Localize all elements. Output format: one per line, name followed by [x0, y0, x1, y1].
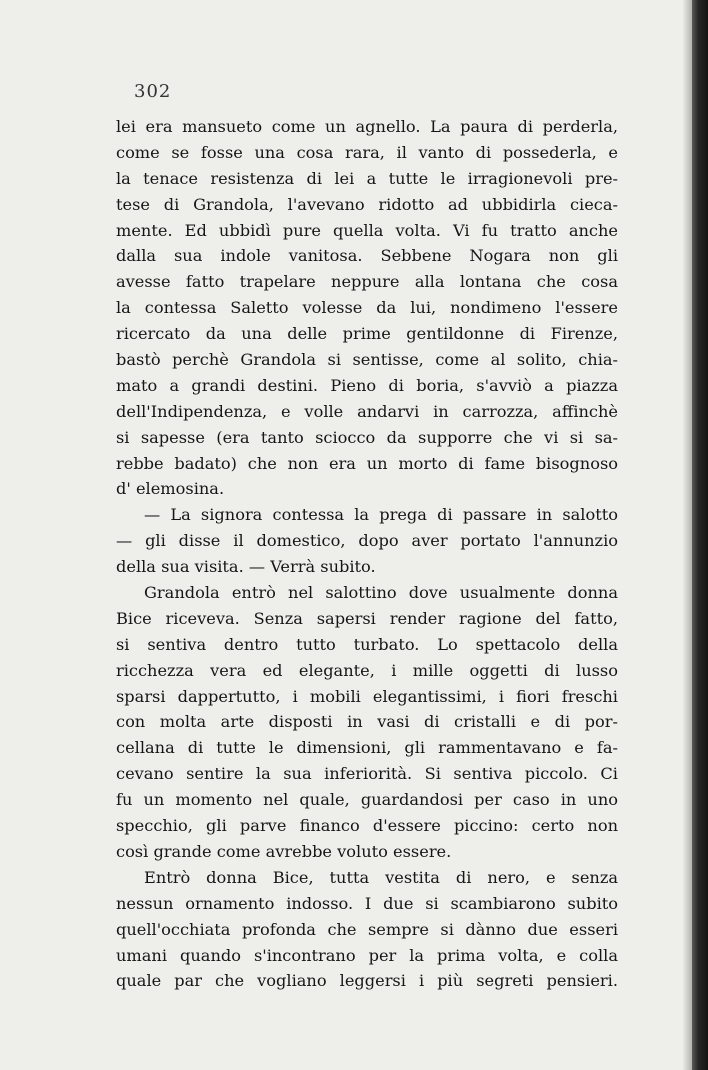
- text-line: d' elemosina.: [116, 479, 225, 499]
- text-line: Entrò donna Bice, tutta vestita di nero, e senza: [144, 867, 618, 887]
- text-line: Grandola entrò nel salottino dove usualmente donna: [144, 583, 618, 603]
- text-line: dalla sua indole vanitosa. Sebbene Nogara non gli: [116, 246, 618, 266]
- text-line: quale par che vogliano leggersi i più segreti pensieri.: [116, 971, 618, 991]
- page-number: 302: [134, 81, 172, 102]
- text-line: la tenace resistenza di lei a tutte le irragionevoli pre-: [116, 168, 618, 188]
- text-line: umani quando s'incontrano per la prima volta, e colla: [116, 945, 618, 965]
- text-line: tese di Grandola, l'avevano ridotto ad ubbidirla cieca-: [116, 194, 618, 214]
- page-gutter-shadow: [682, 0, 692, 1070]
- text-line: nessun ornamento indosso. I due si scambiarono subito: [116, 893, 618, 913]
- text-line: così grande come avrebbe voluto essere.: [116, 841, 452, 861]
- text-line: della sua visita. — Verrà subito.: [116, 557, 376, 577]
- page-binding-edge: [692, 0, 708, 1070]
- text-line: lei era mansueto come un agnello. La paura di perderla,: [116, 117, 618, 136]
- text-line: specchio, gli parve financo d'essere piccino: certo non: [116, 816, 618, 836]
- text-line: dell'Indipendenza, e volle andarvi in carrozza, affinchè: [116, 401, 618, 421]
- text-line: — La signora contessa la prega di passare in salotto: [144, 505, 618, 525]
- text-line: si sapesse (era tanto sciocco da supporre che vi si sa-: [116, 427, 618, 447]
- text-line: rebbe badato) che non era un morto di fame bisognoso: [116, 453, 618, 473]
- text-line: sparsi dappertutto, i mobili elegantissimi, i fiori freschi: [116, 686, 618, 706]
- text-line: come se fosse una cosa rara, il vanto di possederla, e: [116, 142, 618, 162]
- text-line: si sentiva dentro tutto turbato. Lo spettacolo della: [116, 634, 618, 654]
- text-line: cevano sentire la sua inferiorità. Si sentiva piccolo. Ci: [116, 764, 618, 784]
- text-line: avesse fatto trapelare neppure alla lontana che cosa: [116, 272, 618, 292]
- text-line: mente. Ed ubbidì pure quella volta. Vi fu tratto anche: [116, 220, 618, 240]
- text-line: cellana di tutte le dimensioni, gli rammentavano e fa-: [116, 738, 618, 758]
- text-line: bastò perchè Grandola si sentisse, come al solito, chia-: [116, 350, 618, 370]
- text-line: fu un momento nel quale, guardandosi per caso in uno: [116, 790, 618, 810]
- text-line: la contessa Saletto volesse da lui, nondimeno l'essere: [116, 298, 618, 318]
- text-line: quell'occhiata profonda che sempre si dànno due esseri: [116, 919, 618, 939]
- text-line: con molta arte disposti in vasi di cristalli e di por-: [116, 712, 618, 732]
- text-line: mato a grandi destini. Pieno di boria, s'avviò a piazza: [116, 375, 618, 395]
- body-text: [116, 114, 618, 994]
- text-line: — gli disse il domestico, dopo aver portato l'annunzio: [116, 531, 618, 551]
- text-line: ricercato da una delle prime gentildonne di Firenze,: [116, 324, 618, 344]
- text-line: ricchezza vera ed elegante, i mille oggetti di lusso: [116, 660, 618, 680]
- text-line: Bice riceveva. Senza sapersi render ragione del fatto,: [116, 608, 618, 628]
